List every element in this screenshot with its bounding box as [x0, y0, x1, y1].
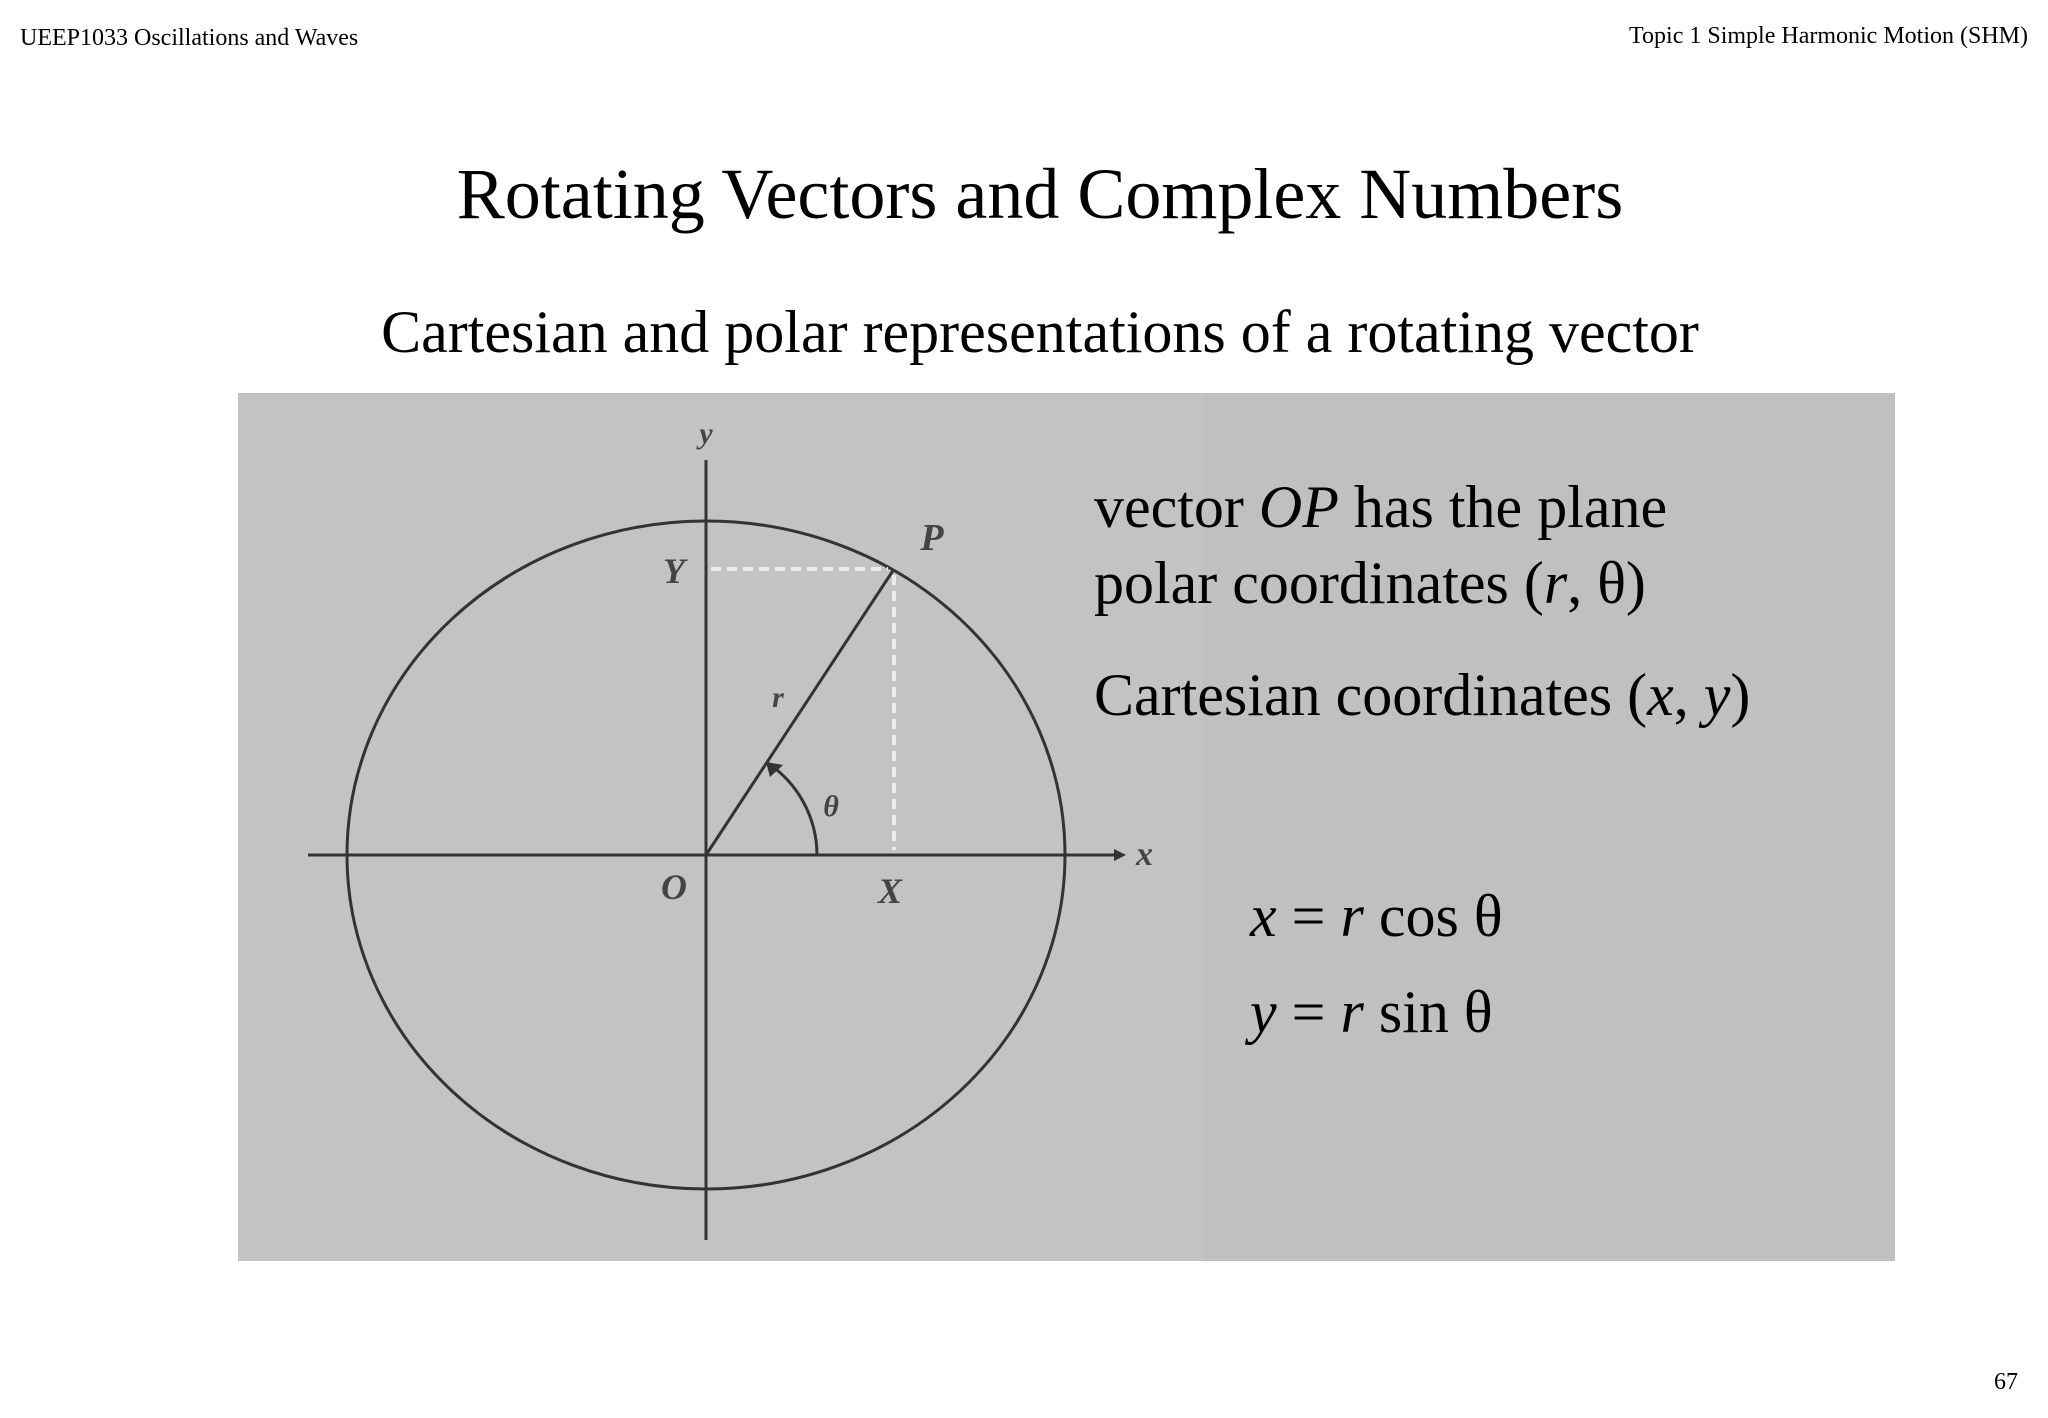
- x-axis-label: x: [1136, 836, 1153, 873]
- diagram-panel: [238, 395, 1203, 1261]
- header-course: UEEP1033 Oscillations and Waves: [20, 25, 359, 51]
- x-axis-arrowhead: [1114, 849, 1126, 861]
- cartesian-description: Cartesian coordinates (x, y): [1094, 662, 1751, 728]
- theta-arc: [766, 762, 817, 855]
- equation-x: x = r cos θ: [1250, 883, 1503, 949]
- vector-op-label: OP: [1258, 474, 1339, 540]
- theta-label: θ: [823, 790, 839, 823]
- page-number: 67: [1994, 1369, 2018, 1395]
- equation-y: y = r sin θ: [1250, 979, 1493, 1045]
- header-topic: Topic 1 Simple Harmonic Motion (SHM): [1629, 23, 2028, 49]
- y-axis-label: y: [699, 417, 713, 450]
- x-projection-label: X: [877, 871, 903, 911]
- origin-label: O: [661, 867, 687, 907]
- radius-label: r: [772, 681, 784, 714]
- y-projection-label: Y: [663, 551, 685, 591]
- slide-title: Rotating Vectors and Complex Numbers: [456, 154, 1624, 234]
- polar-description-line2: polar coordinates (r, θ): [1094, 550, 1646, 616]
- point-p-label: P: [920, 517, 944, 559]
- rotating-vector-diagram: [238, 395, 1203, 1261]
- radius-vector-op: [706, 569, 894, 855]
- polar-description-line1: vector OP has the plane: [1094, 474, 1668, 540]
- slide-subtitle: Cartesian and polar representations of a rotating vector: [381, 299, 1699, 365]
